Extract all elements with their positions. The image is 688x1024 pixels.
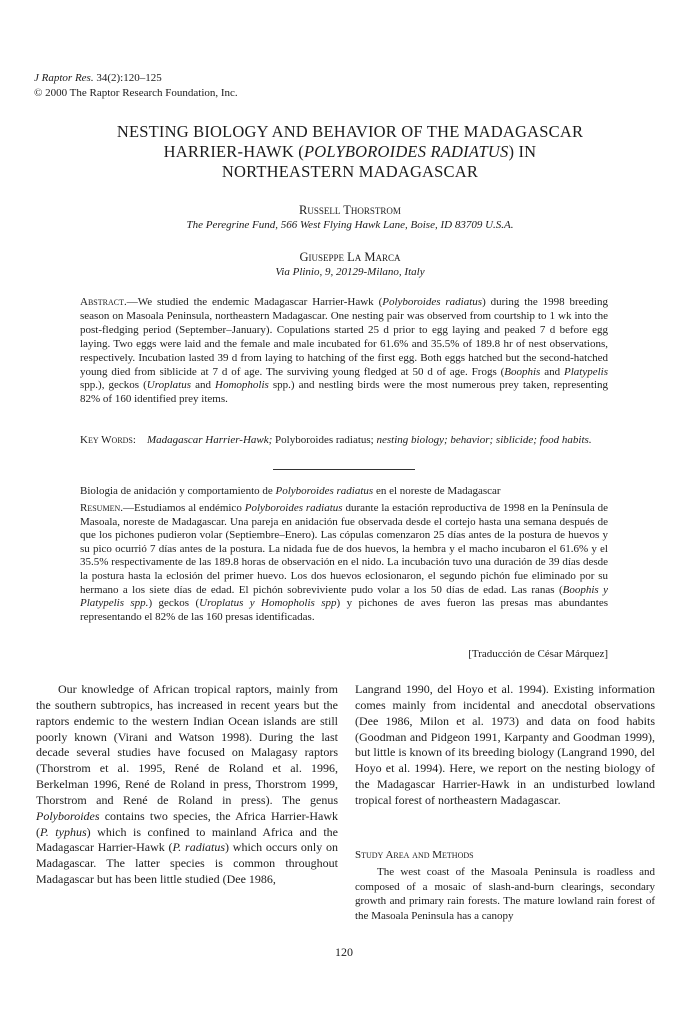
- keyword: Polyboroides radiatus;: [272, 434, 377, 446]
- author-affiliation: The Peregrine Fund, 566 West Flying Hawk Lane, Boise, ID 83709 U.S.A.: [186, 219, 514, 231]
- author-block-2: [40, 250, 660, 279]
- species-name: Boophis y Platypelis spp.: [80, 583, 608, 610]
- journal-citation: [34, 71, 238, 86]
- body-text: ) which occurs only on Madagascar. The latter species is common throughout Madagascar but has been little studied (Dee 1986,: [36, 840, 338, 887]
- resumen-label: Resumen.: [80, 502, 123, 514]
- resumen-title-text: en el noreste de Madagascar: [373, 485, 501, 497]
- article-title: [40, 122, 660, 182]
- journal-header: [34, 71, 238, 100]
- key-words: [80, 434, 620, 447]
- species-name: Polyboroides radiatus: [275, 485, 374, 497]
- species-name: Polyboroides radiatus: [244, 502, 343, 514]
- abstract: [80, 296, 608, 407]
- abstract-text: spp.) and nestling birds were the most numerous prey taken, representing 82% of 160 identified prey items.: [80, 379, 608, 406]
- species-name: Homopholis: [215, 379, 269, 392]
- title-text: HARRIER-HAWK (: [163, 142, 305, 161]
- body-paragraph: [36, 682, 338, 888]
- species-name: Boophis: [504, 365, 541, 378]
- resumen-text: durante la estación reproductiva de 1998 en la Península de Masoala, noreste de Madagascar. Una pareja en anidación fue observada desde el cortejo hasta una semana después de que los pichones pudieron volar (Septiembre–Enero). Las cópulas comenzaron 25 días antes de la postura de huevos y su pico ocurrió 7 días antes de la postura. La nidada fue de dos huevos, la hembra y el macho incubaron el 61.6% y el 35.5% respectivamente de las 189.8 horas de observación en el nido. La incubación tuvo una duración de 39 días desde la postura hasta la eclosión del primer huevo. Los dos huevos eclosionaron, el segundo pichón fue eliminado por su hermano a los siete días de edad. El pichón sobreviviente pudo volar a los 50 días de edad. Las ranas (: [80, 502, 608, 596]
- journal-volume: 34(2):120–125: [93, 72, 162, 84]
- resumen: [80, 502, 608, 624]
- body-paragraph: The west coast of the Masoala Peninsula is roadless and composed of a mosaic of slash-and-burn clearings, secondary growth and primary rain forests. The mature lowland rain forest of the Masoala Peninsula has a canopy: [355, 866, 655, 922]
- body-paragraph: Langrand 1990, del Hoyo et al. 1994). Existing information comes mainly from incidental and anecdotal observations (Dee 1986, Milon et al. 1973) and data on food habits (Goodman and Pidgeon 1991, Karpanty and Goodman 1999), but little is known of its breeding biology (Langrand 1990, del Hoyo et al. 1994). Here, we report on the nesting biology of the Madagascar Harrier-Hawk in an undisturbed lowland tropical forest of northeastern Madagascar.: [355, 682, 655, 807]
- author-name: Giuseppe La Marca: [299, 250, 401, 264]
- abstract-text: ) during the 1998 breeding season on Masoala Peninsula, northeastern Madagascar. One nesting pair was observed from courtship to 1 wk into the post-fledging period (September–January). Copulations started 25 d prior to egg laying and peaked 7 d before egg laying. Two eggs were laid and the female and male incubated for 61.6% and 35.5% of 189.8 hr of nest observations, respectively. Incubation lasted 39 d from laying to hatching of the first egg. Both eggs hatched but the second-hatched young died from siblicide at 7 d of age. The surviving young fledged at 50 d of age. Frogs (: [80, 296, 608, 378]
- abstract-text: spp.), geckos (: [80, 379, 147, 392]
- title-species: POLYBOROIDES RADIATUS: [304, 142, 509, 161]
- body-column-left: [36, 682, 338, 888]
- author-name: Russell Thorstrom: [299, 203, 401, 217]
- section-heading: Study Area and Methods: [355, 849, 474, 861]
- section-divider: [273, 469, 415, 470]
- study-area-text: [355, 865, 655, 923]
- species-name: P. typhus: [40, 824, 87, 839]
- body-column-right: [355, 682, 655, 809]
- resumen-title-text: Biologia de anidación y comportamiento de: [80, 485, 276, 497]
- title-line-1: NESTING BIOLOGY AND BEHAVIOR OF THE MADAGASCAR: [116, 122, 584, 141]
- keyword: Madagascar Harrier-Hawk;: [146, 434, 273, 446]
- copyright-line: © 2000 The Raptor Research Foundation, Inc.: [34, 86, 238, 99]
- translator-credit: [Traducción de César Márquez]: [468, 648, 608, 660]
- body-text: Our knowledge of African tropical raptors, mainly from the southern subtropics, has increased in recent years but the raptors endemic to the western Indian Ocean islands are still poorly known (Virani and Watson 1998). During the last decade several studies have focused on Malagasy raptors (Thorstrom et al. 1995, René de Roland et al. 1996, Berkelman 1996, René de Roland in press, Thorstrom 1999, Thorstrom and René de Roland in press). The genus: [36, 682, 338, 807]
- abstract-label: Abstract.: [80, 296, 127, 308]
- keyword: nesting biology; behavior; siblicide; food habits.: [376, 434, 592, 446]
- abstract-text: and: [540, 365, 564, 378]
- resumen-text: ) geckos (: [148, 597, 200, 610]
- page-number: 120: [335, 945, 353, 959]
- title-text: ) IN: [508, 142, 537, 161]
- title-line-3: NORTHEASTERN MADAGASCAR: [221, 162, 479, 181]
- body-text: contains two species, the Africa Harrier-Hawk (: [36, 808, 338, 839]
- resumen-text: —Estudiamos al endémico: [122, 502, 245, 514]
- species-name: Uroplatus y Homopholis spp: [199, 597, 337, 610]
- species-name: P. radiatus: [172, 840, 226, 855]
- species-name: Uroplatus: [146, 379, 192, 392]
- author-affiliation: Via Plinio, 9, 20129-Milano, Italy: [275, 266, 425, 278]
- author-block-1: [40, 203, 660, 232]
- abstract-text: —We studied the endemic Madagascar Harrier-Hawk (: [126, 296, 383, 308]
- genus-name: Polyboroides: [36, 808, 100, 823]
- keywords-label: Key Words:: [80, 434, 136, 446]
- abstract-text: and: [191, 379, 216, 392]
- journal-name: J Raptor Res.: [34, 72, 94, 84]
- resumen-title: [80, 484, 620, 498]
- title-line-2: [40, 142, 660, 162]
- species-name: Polyboroides radiatus: [382, 296, 483, 308]
- resumen-text: ) y pichones de aves fueron las presas mas abundantes representando el 82% de las 160 presas identificadas.: [80, 597, 609, 623]
- body-text: ) which is confined to mainland Africa and the Madagascar Harrier-Hawk (: [36, 824, 339, 855]
- species-name: Platypelis: [564, 365, 608, 378]
